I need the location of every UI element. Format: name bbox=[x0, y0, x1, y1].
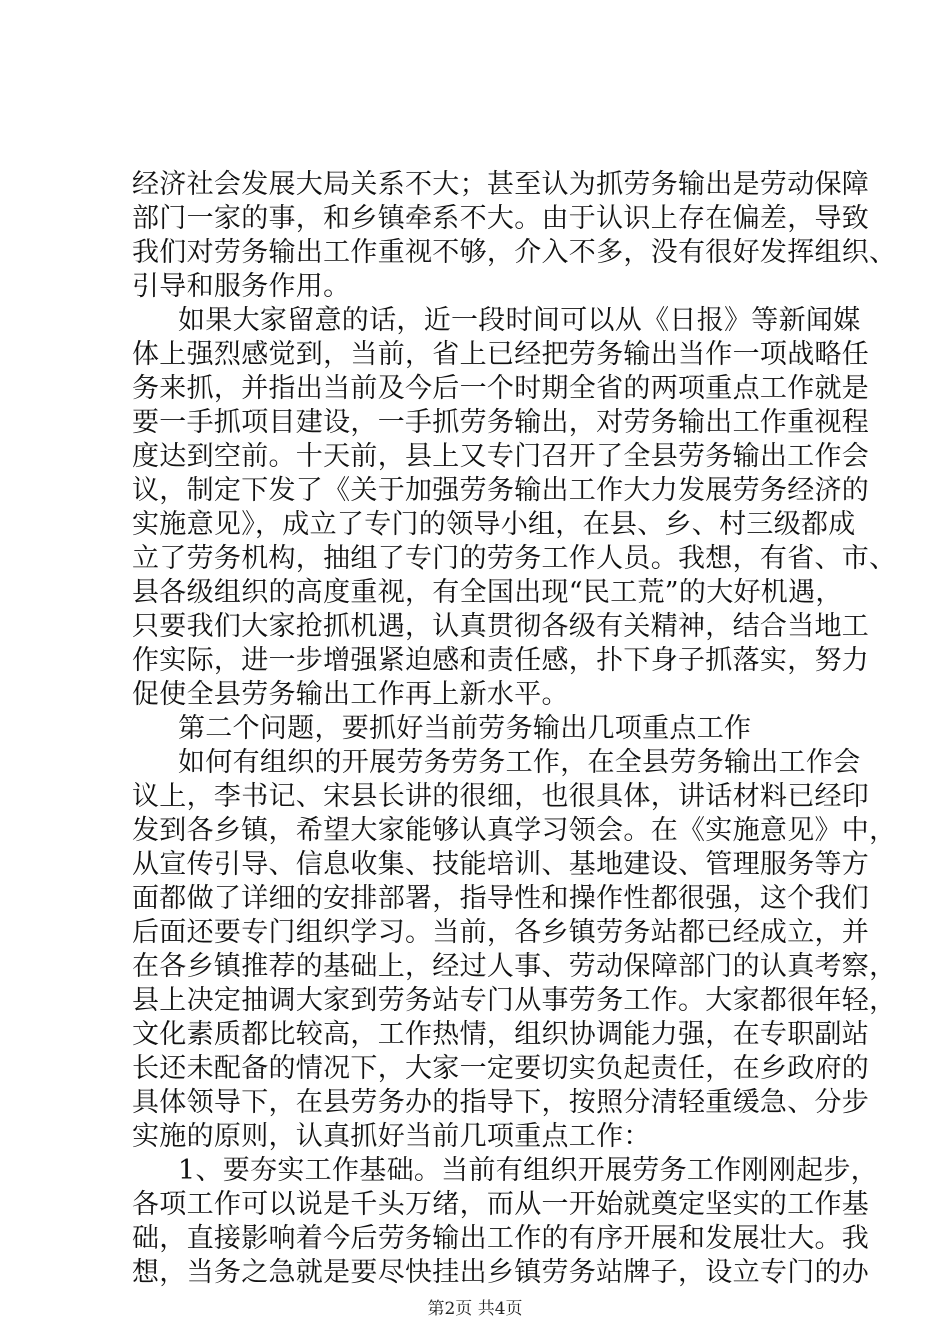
text-line: 要一手抓项目建设，一手抓劳务输出，对劳务输出工作重视程 bbox=[132, 407, 870, 438]
text-line: 部门一家的事，和乡镇牵系不大。由于认识上存在偏差，导致 bbox=[132, 203, 870, 234]
text-line: 经济社会发展大局关系不大；甚至认为抓劳务输出是劳动保障 bbox=[132, 169, 870, 200]
paragraph-start-line: 如果大家留意的话，近一段时间可以从《日报》等新闻媒 bbox=[178, 305, 861, 336]
text-line: 从宣传引导、信息收集、技能培训、基地建设、管理服务等方 bbox=[132, 849, 870, 880]
text-line: 面都做了详细的安排部署，指导性和操作性都很强，这个我们 bbox=[132, 883, 870, 914]
text-line: 后面还要专门组织学习。当前，各乡镇劳务站都已经成立，并 bbox=[132, 917, 870, 948]
paragraph-start-line: 如何有组织的开展劳务劳务工作，在全县劳务输出工作会 bbox=[178, 747, 861, 778]
text-line: 务来抓，并指出当前及今后一个时期全省的两项重点工作就是 bbox=[132, 373, 870, 404]
text-line: 县上决定抽调大家到劳务站专门从事劳务工作。大家都很年轻， bbox=[132, 985, 897, 1016]
text-line: 促使全县劳务输出工作再上新水平。 bbox=[132, 679, 569, 710]
text-line: 立了劳务机构，抽组了专门的劳务工作人员。我想，有省、市、 bbox=[132, 543, 897, 574]
text-line: 我们对劳务输出工作重视不够，介入不多，没有很好发挥组织、 bbox=[132, 237, 897, 268]
text-line: 文化素质都比较高，工作热情，组织协调能力强，在专职副站 bbox=[132, 1019, 870, 1050]
text-line: 发到各乡镇，希望大家能够认真学习领会。在《实施意见》中， bbox=[132, 815, 897, 846]
section-heading-line: 第二个问题，要抓好当前劳务输出几项重点工作 bbox=[178, 713, 752, 744]
text-line: 议上，李书记、宋县长讲的很细，也很具体，讲话材料已经印 bbox=[132, 781, 870, 812]
paragraph-start-line: 1、要夯实工作基础。当前有组织开展劳务工作刚刚起步， bbox=[178, 1155, 878, 1186]
text-line: 长还未配备的情况下，大家一定要切实负起责任，在乡政府的 bbox=[132, 1053, 870, 1084]
text-line: 体上强烈感觉到，当前，省上已经把劳务输出当作一项战略任 bbox=[132, 339, 870, 370]
text-line: 作实际，进一步增强紧迫感和责任感，扑下身子抓落实，努力 bbox=[132, 645, 870, 676]
text-line: 具体领导下，在县劳务办的指导下，按照分清轻重缓急、分步 bbox=[132, 1087, 870, 1118]
page-footer: 第2页 共4页 bbox=[427, 1299, 523, 1319]
text-line: 县各级组织的高度重视，有全国出现“民工荒”的大好机遇， bbox=[132, 577, 843, 608]
text-line: 议，制定下发了《关于加强劳务输出工作大力发展劳务经济的 bbox=[132, 475, 870, 506]
text-line: 想，当务之急就是要尽快挂出乡镇劳务站牌子，设立专门的办 bbox=[132, 1257, 870, 1288]
text-line: 在各乡镇推荐的基础上，经过人事、劳动保障部门的认真考察， bbox=[132, 951, 897, 982]
text-line: 实施的原则，认真抓好当前几项重点工作： bbox=[132, 1121, 651, 1152]
text-line: 各项工作可以说是千头万绪，而从一开始就奠定坚实的工作基 bbox=[132, 1189, 870, 1220]
text-line: 引导和服务作用。 bbox=[132, 271, 351, 302]
text-line: 实施意见》，成立了专门的领导小组，在县、乡、村三级都成 bbox=[132, 509, 856, 540]
text-line: 只要我们大家抢抓机遇，认真贯彻各级有关精神，结合当地工 bbox=[132, 611, 870, 642]
text-line: 础，直接影响着今后劳务输出工作的有序开展和发展壮大。我 bbox=[132, 1223, 870, 1254]
text-line: 度达到空前。十天前，县上又专门召开了全县劳务输出工作会 bbox=[132, 441, 870, 472]
